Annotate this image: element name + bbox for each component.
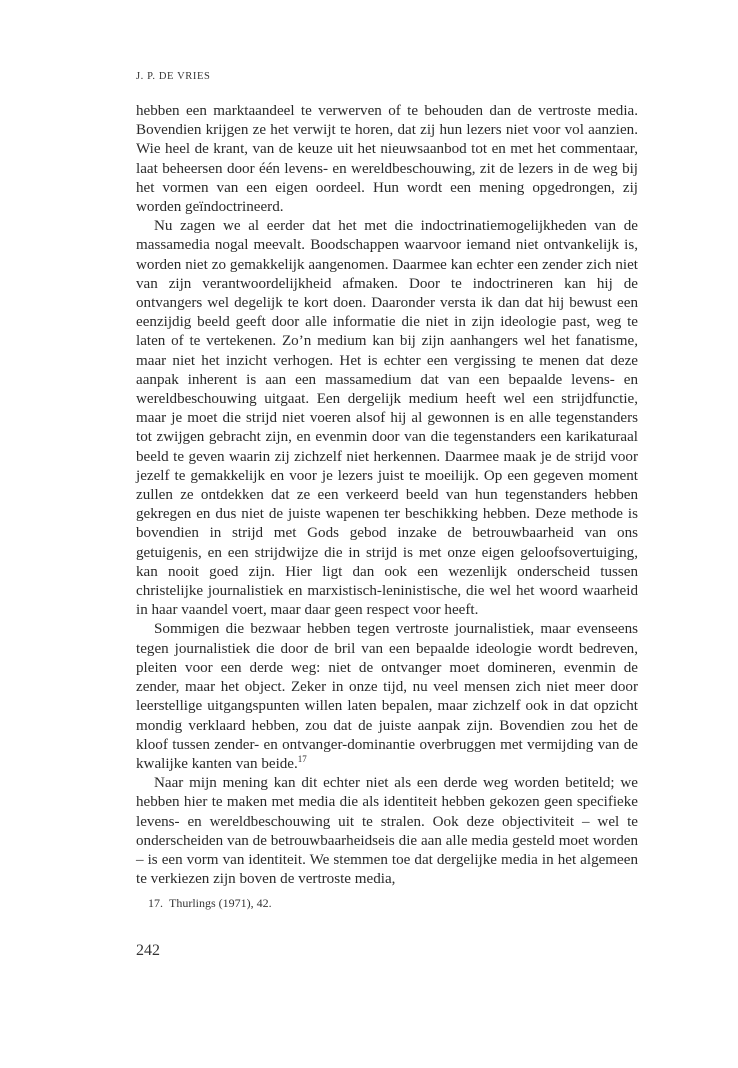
footnote-number: 17. bbox=[148, 896, 163, 910]
paragraph-4 bbox=[136, 774, 638, 889]
paragraph-4-text: Naar mijn mening kan dit echter niet als een derde weg worden betiteld; we hebben hier te maken met media die als identiteit hebben gekozen geen specifieke levens- en wereldbeschouwing uit te stralen. Ook deze objectiviteit – wel te onderscheiden van de betrouwbaarheidseis die aan alle media gesteld moet worden – is een vorm van identiteit. We stemmen toe dat dergelijke media in het algemeen te verkiezen zijn boven de vertroste media, bbox=[136, 775, 638, 888]
footnote bbox=[148, 896, 272, 911]
footnote-text: Thurlings (1971), 42. bbox=[169, 896, 272, 910]
paragraph-1 bbox=[136, 102, 638, 217]
body-text bbox=[136, 102, 638, 889]
paragraph-2 bbox=[136, 217, 638, 620]
paragraph-1-text: hebben een marktaandeel te verwerven of te behouden dan de vertroste media. Bovendien krijgen ze het verwijt te horen, dat zij hun lezers niet voor vol aanzien. Wie heel de krant, van de keuze uit het nieuwsaanbod tot en met het commentaar, laat beheersen door één levens- en wereldbeschouwing, zit de lezers in de weg bij het vormen van een eigen oordeel. Hun wordt een mening opgedrongen, zij worden geïndoctrineerd. bbox=[136, 103, 638, 216]
running-head: J. P. DE VRIES bbox=[136, 71, 211, 82]
paragraph-2-text: Nu zagen we al eerder dat het met die indoctrinatiemogelijkheden van de massamedia nogal meevalt. Boodschappen waarvoor iemand niet ontvankelijk is, worden niet zo gemakkelijk aangenomen. Daarmee kan echter een zender zich niet van zijn verantwoordelijkheid afmaken. Door te indoctrineren kan hij de ontvangers wel degelijk te kort doen. Daaronder versta ik dan dat hij bewust een eenzijdig beeld geeft door alle informatie die niet in zijn ideologie past, weg te laten of te vertekenen. Zo’n medium kan bij zijn aanhangers wel het fanatisme, maar niet het inzicht verhogen. Het is echter een vergissing te menen dat deze aanpak inherent is aan een massamedium dat van een bepaalde levens- en wereldbeschouwing uitgaat. Een dergelijk medium heeft wel een strijdfunctie, maar je moet die strijd niet voeren alsof hij al gewonnen is en alle tegenstanders tot zwijgen gebracht zijn, en evenmin door van die tegenstanders een karikaturaal beeld te geven waarin zij zichzelf niet herkennen. Daarmee maak je de strijd voor jezelf te gemakkelijk en voor je lezers juist te moeilijk. Op een gegeven moment zullen ze ontdekken dat ze een verkeerd beeld van hun tegenstanders hebben gekregen en dus niet de juiste wapenen ter beschikking hebben. Deze methode is bovendien in strijd met Gods gebod inzake de betrouwbaarheid van ons getuigenis, en een strijdwijze die in strijd is met onze eigen geloofsovertuiging, kan nooit goed zijn. Hier ligt dan ook een wezenlijk onderscheid tussen christelijke journalistiek en marxistisch-leninistische, die wel het woord waarheid in haar vaandel voert, maar daar geen respect voor heeft. bbox=[136, 218, 638, 619]
paragraph-3-text: Sommigen die bezwaar hebben tegen vertroste journalistiek, maar evenseens tegen journalistiek die door de bril van een bepaalde ideologie wordt bedreven, pleiten voor een derde weg: niet de ontvanger moet domineren, evenmin de zender, maar het object. Zeker in onze tijd, nu veel mensen zich niet meer door leerstellige uitgangspunten willen laten bepalen, maar zichzelf ook in dat opzicht mondig verklaard hebben, zou dat de juiste aanpak zijn. Bovendien zou het de kloof tussen zender- en ontvanger-dominantie overbruggen met vermijding van de kwalijke kanten van beide. bbox=[136, 621, 638, 772]
paragraph-3 bbox=[136, 620, 638, 774]
footnote-reference: 17 bbox=[297, 753, 307, 764]
page-number: 242 bbox=[136, 942, 160, 959]
